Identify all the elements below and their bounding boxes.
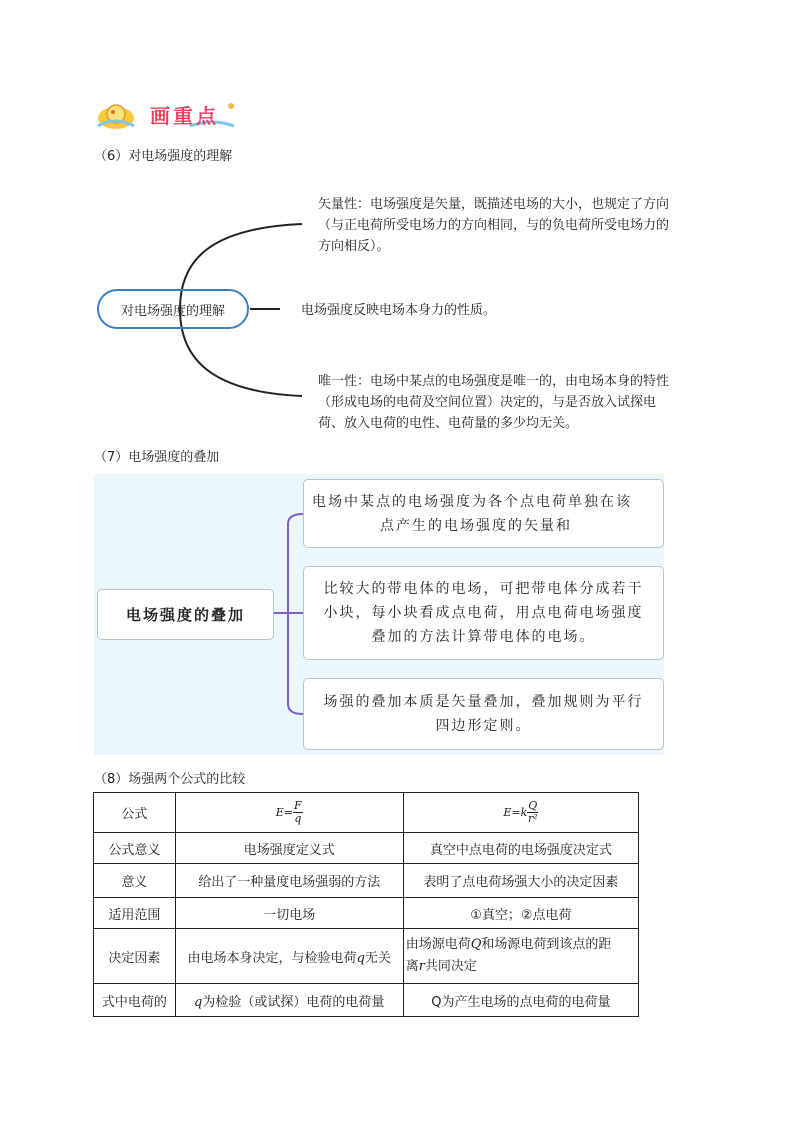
table-row <box>94 984 639 1017</box>
table-cell: 真空中点电荷的电场强度决定式 <box>403 833 638 864</box>
table-cell: 公式 <box>94 793 176 833</box>
node-2-line: 叠加的方法计算带电体的电场。 <box>371 629 596 645</box>
table-cell: 由场源电荷Q和场源电荷到该点的距 离r共同决定 <box>403 929 638 984</box>
branch-uniqueness-line: 唯一性：电场中某点的电场强度是唯一的，由电场本身的特性 <box>318 374 670 389</box>
formula-comparison-table <box>93 792 639 1017</box>
table-cell: 给出了一种量度电场强弱的方法 <box>175 864 403 898</box>
table-cell: 一切电场 <box>175 898 403 929</box>
section-title-8: （8）场强两个公式的比较 <box>94 772 246 787</box>
table-cell: q为检验（或试探）电荷的电荷量 <box>175 984 403 1017</box>
table-row <box>94 898 639 929</box>
branch-vector-line: （与正电荷所受电场力的方向相同，与的负电荷所受电场力的 <box>318 218 670 233</box>
definition-formula: E= $\frac{F}{q}$ <box>175 793 403 833</box>
node-1-line: 点产生的电场强度的矢量和 <box>380 517 572 534</box>
node-2-line: 小块，每小块看成点电荷，用点电荷电场强度 <box>323 605 644 621</box>
table-row <box>94 864 639 898</box>
node-2-line: 比较大的带电体的电场，可把带电体分成若干 <box>323 581 644 597</box>
table-cell: Q为产生电场的点电荷的电荷量 <box>403 984 638 1017</box>
table-header-row <box>94 793 639 833</box>
table-cell: 表明了点电荷场强大小的决定因素 <box>403 864 638 898</box>
node-1-line: 电场中某点的电场强度为各个点电荷单独在该 <box>312 493 632 510</box>
section-title-7: （7）电场强度的叠加 <box>94 450 220 465</box>
node-3-line: 四边形定则。 <box>435 718 532 734</box>
branch-uniqueness-line: （形成电场的电荷及空间位置）决定的，与是否放入试探电 <box>318 395 657 410</box>
branch-vector-line: 方向相反）。 <box>318 239 390 254</box>
section-title-6: （6）对电场强度的理解 <box>94 149 233 164</box>
point-charge-formula: E=k $\frac{Q}{\text{r²}}$ <box>403 793 638 833</box>
branch-uniqueness <box>318 371 669 434</box>
mindmap-root-superposition: 电场强度的叠加 <box>97 589 274 640</box>
table-cell: 由电场本身决定，与检验电荷q无关 <box>175 929 403 984</box>
table-cell: 电场强度定义式 <box>175 833 403 864</box>
branch-property: 电场强度反映电场本身力的性质。 <box>301 303 497 318</box>
table-cell: 适用范围 <box>94 898 176 929</box>
node-3-line: 场强的叠加本质是矢量叠加，叠加规则为平行 <box>323 694 644 710</box>
superposition-node-3 <box>303 678 664 750</box>
logo-text: 画重点 <box>150 104 219 128</box>
branch-vector-line: 矢量性：电场强度是矢量，既描述电场的大小，也规定了方向 <box>318 197 670 212</box>
table-cell: 公式意义 <box>94 833 176 864</box>
table-cell: ①真空；②点电荷 <box>403 898 638 929</box>
branch-vector <box>318 194 669 257</box>
mindmap-root-understanding: 对电场强度的理解 <box>97 289 249 329</box>
table-cell: 式中电荷的 <box>94 984 176 1017</box>
superposition-node-2 <box>303 566 664 660</box>
table-row <box>94 833 639 864</box>
table-cell: 意义 <box>94 864 176 898</box>
table-cell: 决定因素 <box>94 929 176 984</box>
table-row <box>94 929 639 984</box>
branch-uniqueness-line: 荷、放入电荷的电性、电荷量的多少均无关。 <box>318 416 579 431</box>
superposition-node-1 <box>303 479 664 548</box>
